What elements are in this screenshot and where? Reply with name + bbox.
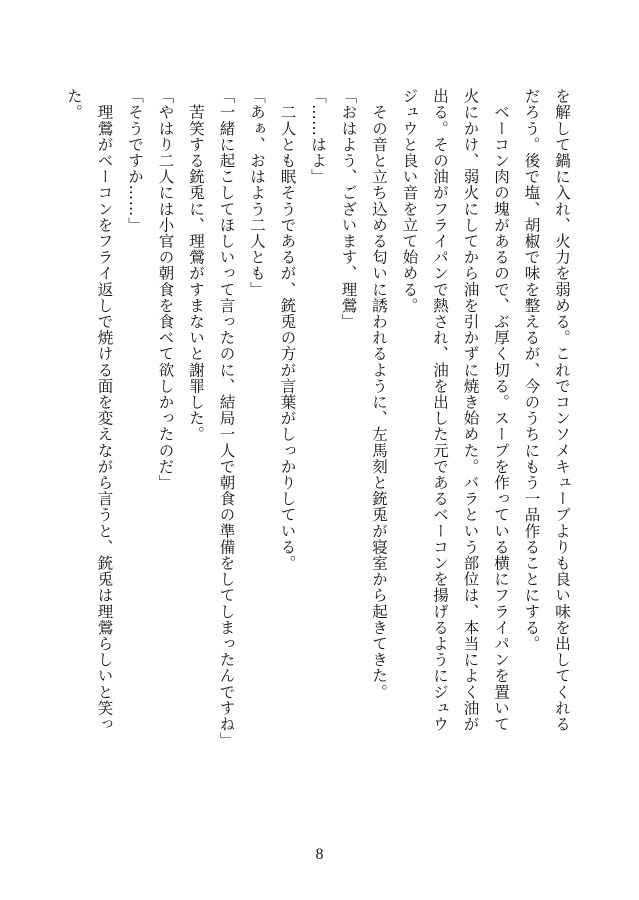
dialogue-line: 「そうですか……」 [126,88,144,233]
text-line: ベーコン肉の塊があるので、ぶ厚く切る。スープを作っている横にフライパンを置いて [492,88,510,732]
text-line: 苦笑する銃兎に、理鶯がすまないと謝罪した。 [187,88,205,443]
text-line: ジュウと良い音を立て始める。 [400,88,419,314]
text-line: だろう。後で塩、胡椒で味を整えるが、今のうちにもう一品作ることにする。 [522,88,541,652]
dialogue-line: 「……はよ」 [309,88,327,185]
dialogue-line: 「やはり二人には小官の朝食を食べて欲しかったのだ」 [156,88,175,491]
dialogue-line: 「あぁ、おはよう二人とも」 [248,88,266,298]
text-line: 理鶯がベーコンをフライ返しで焼ける面を変えながら言うと、銃兎は理鶯らしいと笑っ [95,88,114,732]
text-line: 火にかけ、弱火にしてから油を引かずに焼き始めた。バラという部位は、本当によく油が [461,88,480,732]
dialogue-line: 「おはよう、ございます、理鶯」 [339,88,358,330]
text-line: その音と立ち込める匂いに誘われるように、左馬刻と銃兎が寝室から起きてきた。 [370,88,388,700]
dialogue-line: 「一緒に起こしてほしいって言ったのに、結局一人で朝食の準備をしてしまったんですね」 [217,88,236,749]
page-number: 8 [315,846,324,863]
text-line: を解して鍋に入れ、火力を弱める。これでコンソメキューブよりも良い味を出してくれる [553,88,571,732]
text-line: 出る。その油がフライパンで熱され、油を出した元であるベーコンを揚げるようにジュウ [431,88,449,732]
text-line: た。 [65,88,83,121]
text-line: 二人とも眠そうであるが、銃兎の方が言葉がしっかりしている。 [278,88,297,571]
vertical-body-text [57,88,577,828]
